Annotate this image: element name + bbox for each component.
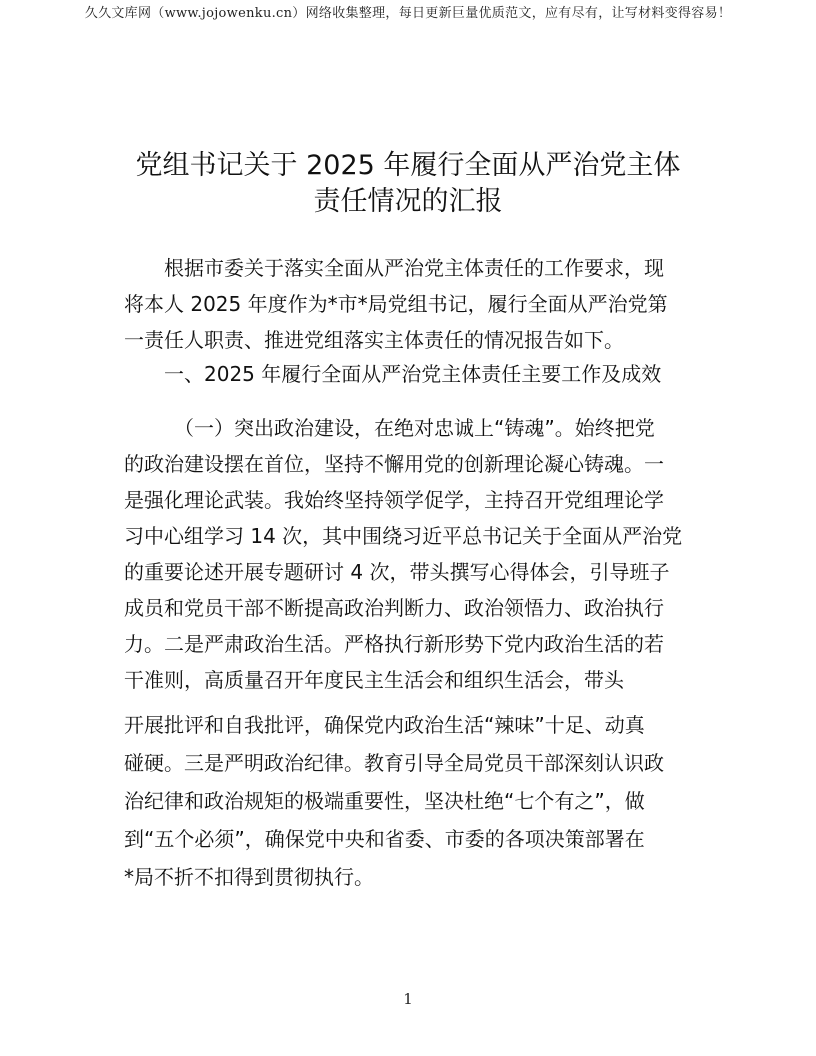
paragraph-line: 力。二是严肃政治生活。严格执行新形势下党内政治生活的若	[124, 632, 664, 656]
title-line: 责任情况的汇报	[313, 186, 503, 217]
paragraph-line: 干准则，高质量召开年度民主生活会和组织生活会，带头	[124, 668, 624, 692]
paragraph-line: 成员和党员干部不断提高政治判断力、政治领悟力、政治执行	[124, 596, 664, 620]
paragraph-line: 开展批评和自我批评，确保党内政治生活“辣味”十足、动真	[124, 713, 645, 737]
paragraph-line: 治纪律和政治规矩的极端重要性，坚决杜绝“七个有之”，做	[124, 789, 645, 813]
paragraph-line: 到“五个必须”，确保党中央和省委、市委的各项决策部署在	[124, 827, 645, 851]
paragraph-line: 习中心组学习 14 次，其中围绕习近平总书记关于全面从严治党	[124, 524, 683, 548]
paragraph-line: 是强化理论武装。我始终坚持领学促学，主持召开党组理论学	[124, 488, 664, 512]
paragraph-line: 一责任人职责、推进党组落实主体责任的情况报告如下。	[124, 328, 624, 352]
page-number: 1	[403, 990, 413, 1008]
paragraph-line: （一）突出政治建设，在绝对忠诚上“铸魂”。始终把党	[174, 416, 655, 440]
intro-paragraph	[124, 250, 704, 358]
paragraph-line: 的重要论述开展专题研讨 4 次，带头撰写心得体会，引导班子	[124, 560, 670, 584]
subsection-paragraph-part2	[124, 706, 704, 896]
paragraph-line: 根据市委关于落实全面从严治党主体责任的工作要求，现	[164, 256, 664, 280]
paragraph-line: 碰硬。三是严明政治纪律。教育引导全局党员干部深刻认识政	[124, 751, 664, 775]
title-line: 党组书记关于 2025 年履行全面从严治党主体	[135, 150, 681, 181]
paragraph-line: 将本人 2025 年度作为*市*局党组书记，履行全面从严治党第	[124, 292, 668, 316]
section-heading-text: 一、2025 年履行全面从严治党主体责任主要工作及成效	[164, 362, 662, 386]
subsection-paragraph-part1	[124, 410, 704, 698]
paragraph-line: 的政治建设摆在首位，坚持不懈用党的创新理论凝心铸魂。一	[124, 452, 664, 476]
document-title	[60, 148, 756, 220]
header-note: 久久文库网（www.jojowenku.cn）网络收集整理，每日更新巨量优质范文，应有尽有，让写材料变得容易！	[84, 6, 732, 21]
paragraph-line: *局不折不扣得到贯彻执行。	[124, 865, 374, 889]
section-heading	[124, 356, 704, 392]
